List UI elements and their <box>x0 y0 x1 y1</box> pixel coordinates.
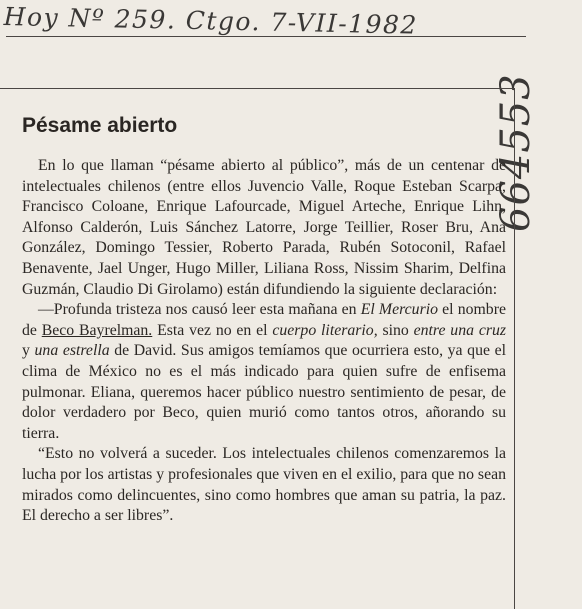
underline-rule <box>6 36 526 37</box>
paragraph-quote <box>22 300 506 444</box>
quote-italic: entre una cruz <box>413 321 507 339</box>
paragraph-closing: “Esto no volverá a suceder. Los intelectuales chilenos comenzaremos la lucha por los artistas y profesionales que viven en el exilio, para que no sean mirados como delincuentes, sino como hombres que aman su patria, la paz. El derecho a ser libres”. <box>22 445 506 525</box>
quote-text: y <box>22 342 35 360</box>
paragraph-intro: En lo que llaman “pésame abierto al público”, más de un centenar de intelectuales chilenos (entre ellos Juvencio Valle, Roque Esteban Scarpa, Francisco Coloane, Enrique Lafourcade, Miguel Arteche, Enrique Lihn, Alfonso Calderón, Luis Sánchez Latorre, Jorge Teillier, Roser Bru, Ana González, Domingo Tessier, Roberto Parada, Rubén Sotoconil, Rafael Benavente, Jael Unger, Hugo Miller, Liliana Ross, Nissim Sharim, Delfina Guzmán, Claudio Di Girolamo) están difundiendo la siguiente declaración: <box>22 157 506 298</box>
quote-italic: una estrella <box>34 342 110 360</box>
article-body <box>22 156 506 527</box>
quote-text: el nombre de <box>22 301 506 339</box>
handwritten-source-note: Hoy Nº 259. Ctgo. 7-VII-1982 <box>3 2 419 40</box>
quote-text: Esta vez no en el <box>152 321 273 339</box>
quote-text: de David. Sus amigos temíamos que ocurriera esto, ya que el clima de México no es el más indicado para quien sufre de enfisema pulmonar. Eliana, queremos hacer público nuestro sentimiento de pesar, de dolor verdadero por Beco, quien murió como tantos otros, añorando su tierra. <box>22 342 506 442</box>
newspaper-name: El Mercurio <box>360 301 439 319</box>
handwritten-catalog-number: 664553 <box>493 73 539 232</box>
deceased-name: Beco Bayrelman. <box>41 321 153 339</box>
quote-italic: cuerpo literario, <box>272 321 378 339</box>
article-headline: Pésame abierto <box>22 114 178 137</box>
quote-text: —Profunda tristeza nos causó leer esta mañana en <box>38 301 361 319</box>
quote-text: sino <box>377 321 414 339</box>
